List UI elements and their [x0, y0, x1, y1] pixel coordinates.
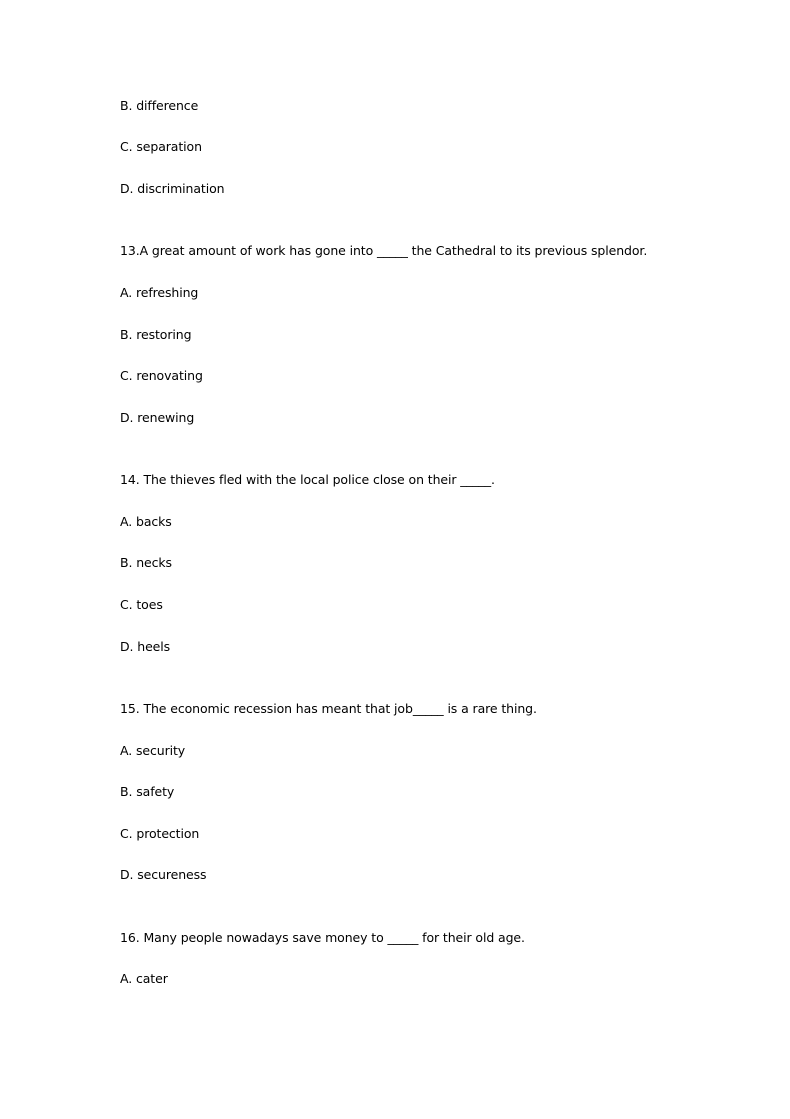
q15-option-b: B. safety [120, 784, 175, 799]
q14-option-b: B. necks [120, 555, 172, 570]
q16-option-a: A. cater [120, 971, 168, 986]
q13-option-d: D. renewing [120, 410, 195, 425]
q13-option-c: C. renovating [120, 368, 203, 383]
q13-option-b: B. restoring [120, 327, 192, 342]
q12-option-d: D. discrimination [120, 181, 225, 196]
q14-option-c: C. toes [120, 597, 163, 612]
q15-option-c: C. protection [120, 826, 200, 841]
q12-option-c: C. separation [120, 139, 202, 154]
question-14: 14. The thieves fled with the local police close on their _____. [120, 472, 495, 487]
q14-option-d: D. heels [120, 639, 171, 654]
question-16: 16. Many people nowadays save money to _____ for their old age. [120, 930, 525, 945]
q14-option-a: A. backs [120, 514, 172, 529]
q12-option-b: B. difference [120, 98, 199, 113]
question-15: 15. The economic recession has meant that job_____ is a rare thing. [120, 701, 537, 716]
q13-option-a: A. refreshing [120, 285, 199, 300]
q15-option-a: A. security [120, 743, 186, 758]
q15-option-d: D. secureness [120, 867, 207, 882]
question-13: 13.A great amount of work has gone into _____ the Cathedral to its previous splendor. [120, 243, 648, 258]
